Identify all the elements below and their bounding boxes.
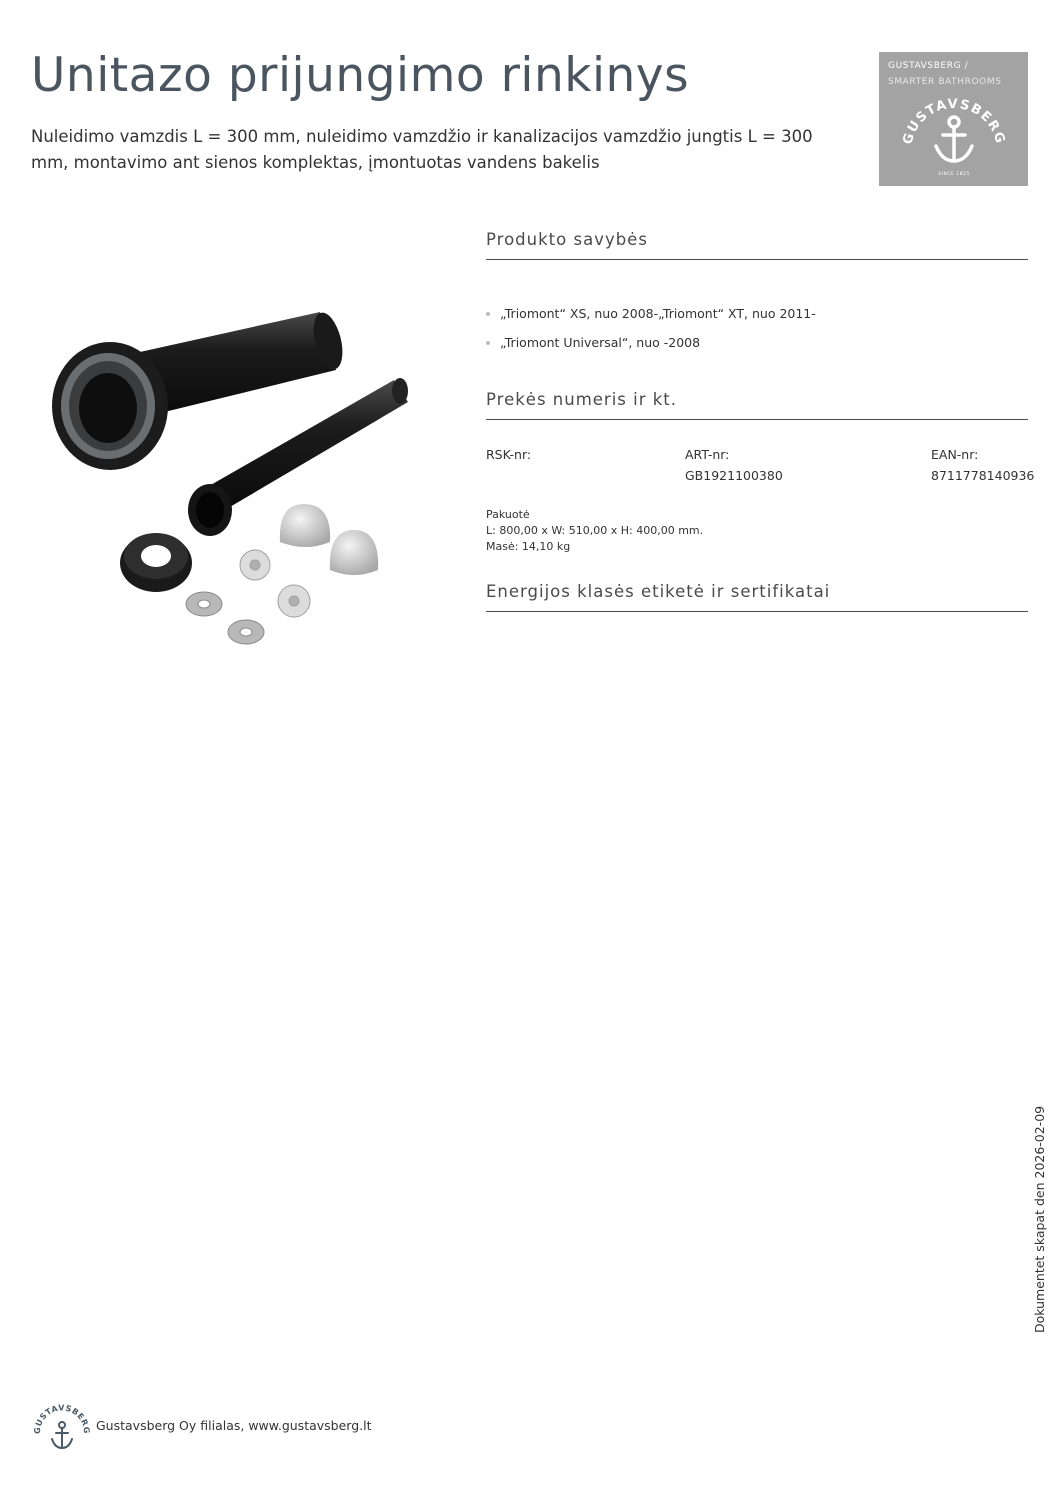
anchor-seal-icon	[879, 52, 1028, 186]
ean-value: 8711778140936	[931, 468, 1035, 483]
washers	[186, 592, 264, 644]
packaging-label: Pakuotė	[486, 508, 530, 521]
footer-text: Gustavsberg Oy filialas, www.gustavsberg.lt	[96, 1418, 372, 1433]
ean-label: EAN-nr:	[931, 447, 979, 462]
brand-tagline: SMARTER BATHROOMS	[888, 77, 1002, 87]
list-item: „Triomont Universal“, nuo -2008	[486, 335, 1026, 364]
section-title-features: Produkto savybės	[486, 230, 1028, 260]
wall-plugs	[240, 550, 310, 617]
art-column	[685, 444, 783, 486]
section-title-energy: Energijos klasės etiketė ir sertifikatai	[486, 582, 1028, 612]
page-subtitle: Nuleidimo vamzdis L = 300 mm, nuleidimo vamzdžio ir kanalizacijos vamzdžio jungtis L = 300 mm, montavimo ant sienos komplektas, įmontuotas vandens bakelis	[31, 127, 813, 172]
rubber-seal	[120, 533, 192, 592]
document-date: Dokumentet skapat den 2026-02-09	[1032, 1105, 1047, 1333]
brand-logo-box	[879, 52, 1028, 186]
packaging-mass: Masė: 14,10 kg	[486, 540, 571, 553]
brand-name-line: GUSTAVSBERG /	[888, 61, 969, 71]
rsk-label: RSK-nr:	[486, 447, 532, 462]
svg-text:GUSTAVSBERG: GUSTAVSBERG	[33, 1403, 91, 1435]
ean-column	[931, 444, 1034, 486]
features-list	[486, 306, 1026, 364]
cover-caps	[280, 504, 378, 575]
list-item: „Triomont“ XS, nuo 2008-„Triomont“ XT, nuo 2011-	[486, 306, 1026, 335]
art-label: ART-nr:	[685, 447, 730, 462]
packaging-dimensions: L: 800,00 x W: 510,00 x H: 400,00 mm.	[486, 524, 704, 537]
product-image	[52, 298, 432, 658]
svg-text:SINCE 1825: SINCE 1825	[938, 172, 970, 177]
section-title-article: Prekės numeris ir kt.	[486, 390, 1028, 420]
svg-text:GUSTAVSBERG: GUSTAVSBERG	[900, 96, 1008, 147]
packaging-info	[486, 507, 703, 555]
art-value: GB1921100380	[685, 468, 783, 483]
footer-anchor-logo-icon	[33, 1397, 91, 1455]
page-title: Unitazo prijungimo rinkinys	[31, 48, 690, 103]
rsk-column	[486, 444, 531, 465]
